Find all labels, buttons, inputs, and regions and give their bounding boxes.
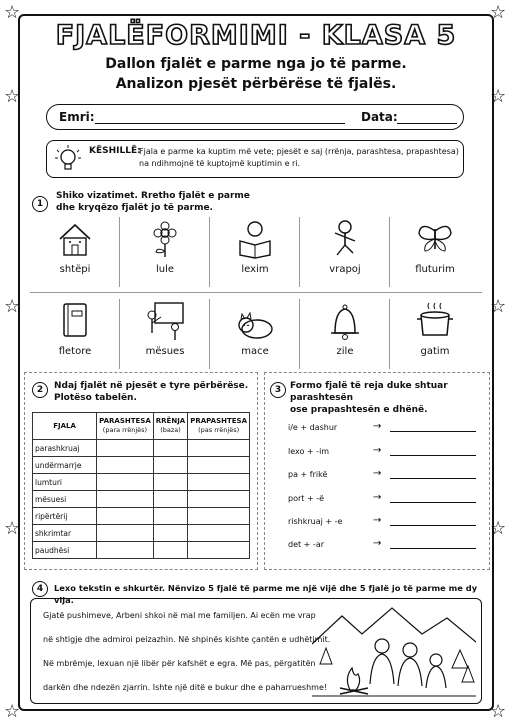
- answer-line[interactable]: [390, 431, 476, 432]
- tip-box: [46, 140, 464, 178]
- column-header: FJALA: [33, 413, 97, 440]
- star-icon: ☆: [4, 86, 21, 107]
- star-icon: ☆: [4, 296, 21, 317]
- tip-label: KËSHILLË:: [89, 146, 141, 156]
- subtitle-line-2: Analizon pjesët përbërëse të fjalës.: [115, 76, 397, 92]
- house-icon: [55, 219, 95, 259]
- picture-cell-reading[interactable]: [210, 217, 300, 287]
- word-label: gatim: [420, 346, 450, 357]
- column-header: PARASHTESA (para rrënjës): [97, 413, 154, 440]
- picture-cell-running[interactable]: [300, 217, 390, 287]
- section-4-instruction: Lexo tekstin e shkurtër. Nënvizo 5 fjalë të parme me një vijë dhe 5 fjalë jo të parme me dy vija.: [54, 583, 478, 605]
- reading-child-icon: [235, 219, 275, 259]
- word-formation-row: lexo + -im →: [288, 447, 329, 456]
- name-label: Emri:: [59, 110, 95, 124]
- word-label: vrapoj: [329, 264, 361, 275]
- star-icon: ☆: [490, 518, 507, 539]
- butterfly-icon: [415, 219, 455, 259]
- arrow-icon: →: [373, 445, 382, 456]
- table-row: undërmarrje: [33, 457, 250, 474]
- answer-line[interactable]: [390, 478, 476, 479]
- cat-icon: [235, 301, 275, 341]
- section-4-number: 4: [32, 581, 48, 597]
- table-row: shkrimtar: [33, 525, 250, 542]
- running-child-icon: [325, 219, 365, 259]
- picture-cell-house[interactable]: [30, 217, 120, 287]
- word-formation-row: det + -ar →: [288, 540, 324, 549]
- word-label: zile: [336, 346, 354, 357]
- table-row: parashkruaj: [33, 440, 250, 457]
- word-label: shtëpi: [59, 264, 91, 275]
- arrow-icon: →: [373, 515, 382, 526]
- word-label: fluturim: [415, 264, 455, 275]
- section-3-instruction: Formo fjalë të reja duke shtuar parashtesën ose prapashtesën e dhënë.: [290, 381, 448, 415]
- name-date-box: [46, 104, 464, 130]
- picture-grid: [30, 217, 482, 369]
- star-icon: ☆: [490, 86, 507, 107]
- picture-cell-cooking[interactable]: [390, 299, 482, 369]
- column-header: RRËNJA (baza): [153, 413, 187, 440]
- picture-cell-butterfly[interactable]: [390, 217, 482, 287]
- bell-icon: [325, 301, 365, 341]
- star-icon: ☆: [490, 701, 507, 722]
- word-parts-table: [32, 412, 250, 559]
- subtitle-line-1: Dallon fjalët e parme nga jo të parme.: [105, 56, 407, 72]
- section-2-number: 2: [32, 382, 48, 398]
- flower-icon: [145, 219, 185, 259]
- cooking-pot-icon: [415, 301, 455, 341]
- answer-line[interactable]: [390, 548, 476, 549]
- arrow-icon: →: [373, 492, 382, 503]
- word-formation-row: rishkruaj + -e →: [288, 517, 342, 526]
- section-2-instruction: Ndaj fjalët në pjesët e tyre përbërëse. Plotëso tabelën.: [54, 381, 249, 403]
- word-formation-row: pa + frikë →: [288, 470, 327, 479]
- star-icon: ☆: [4, 701, 21, 722]
- star-icon: ☆: [4, 2, 21, 23]
- picture-cell-notebook[interactable]: [30, 299, 120, 369]
- name-field[interactable]: [95, 123, 345, 124]
- word-label: lule: [155, 264, 175, 275]
- arrow-icon: →: [373, 468, 382, 479]
- word-label: mësues: [145, 346, 185, 357]
- picture-cell-teacher[interactable]: [120, 299, 210, 369]
- word-formation-row: port + -ë →: [288, 494, 324, 503]
- answer-line[interactable]: [390, 502, 476, 503]
- story-line: në shtigje dhe admiroi peizazhin. Në shpinës kishte çantën e udhëtimit.: [43, 635, 331, 644]
- table-row: lumturi: [33, 474, 250, 491]
- table-row: mësuesi: [33, 491, 250, 508]
- picture-cell-cat[interactable]: [210, 299, 300, 369]
- column-header: PRAPASHTESA (pas rrënjës): [188, 413, 250, 440]
- picture-cell-flower[interactable]: [120, 217, 210, 287]
- word-label: lexim: [241, 264, 269, 275]
- notebook-icon: [55, 301, 95, 341]
- word-label: fletore: [58, 346, 92, 357]
- story-line: darkën dhe ndezën zjarrin. Ishte një ditë e bukur dhe e paharrueshme!: [43, 683, 328, 692]
- picture-cell-bell[interactable]: [300, 299, 390, 369]
- date-label: Data:: [361, 110, 398, 124]
- lightbulb-icon: [53, 144, 83, 174]
- answer-line[interactable]: [390, 525, 476, 526]
- star-icon: ☆: [490, 2, 507, 23]
- page-title: FJALËFORMIMI - KLASA 5: [55, 20, 457, 51]
- star-icon: ☆: [490, 296, 507, 317]
- section-1-instruction: Shiko vizatimet. Rretho fjalët e parme dhe kryqëzo fjalët jo të parme.: [56, 191, 250, 213]
- arrow-icon: →: [373, 421, 382, 432]
- section-1-number: 1: [32, 196, 48, 212]
- star-icon: ☆: [4, 518, 21, 539]
- story-line: Gjatë pushimeve, Arbeni shkoi në mal me familjen. Ai ecën me vrap: [43, 611, 316, 620]
- family-campfire-illustration-icon: [312, 604, 476, 700]
- answer-line[interactable]: [390, 455, 476, 456]
- date-field[interactable]: [397, 123, 457, 124]
- tip-text: Fjala e parme ka kuptim më vete; pjesët e saj (rrënja, parashtesa, prapashtesa) na ndihmojnë të kuptojmë kuptimin e ri.: [139, 147, 459, 168]
- teacher-icon: [145, 301, 185, 341]
- arrow-icon: →: [373, 538, 382, 549]
- table-row: paudhësi: [33, 542, 250, 559]
- word-formation-row: i/e + dashur →: [288, 423, 337, 432]
- table-row: ripërtërij: [33, 508, 250, 525]
- word-label: mace: [241, 346, 269, 357]
- section-3-number: 3: [270, 382, 286, 398]
- story-line: Në mbrëmje, lexuan një libër për kafshët e egra. Më pas, përgatitën: [43, 659, 316, 668]
